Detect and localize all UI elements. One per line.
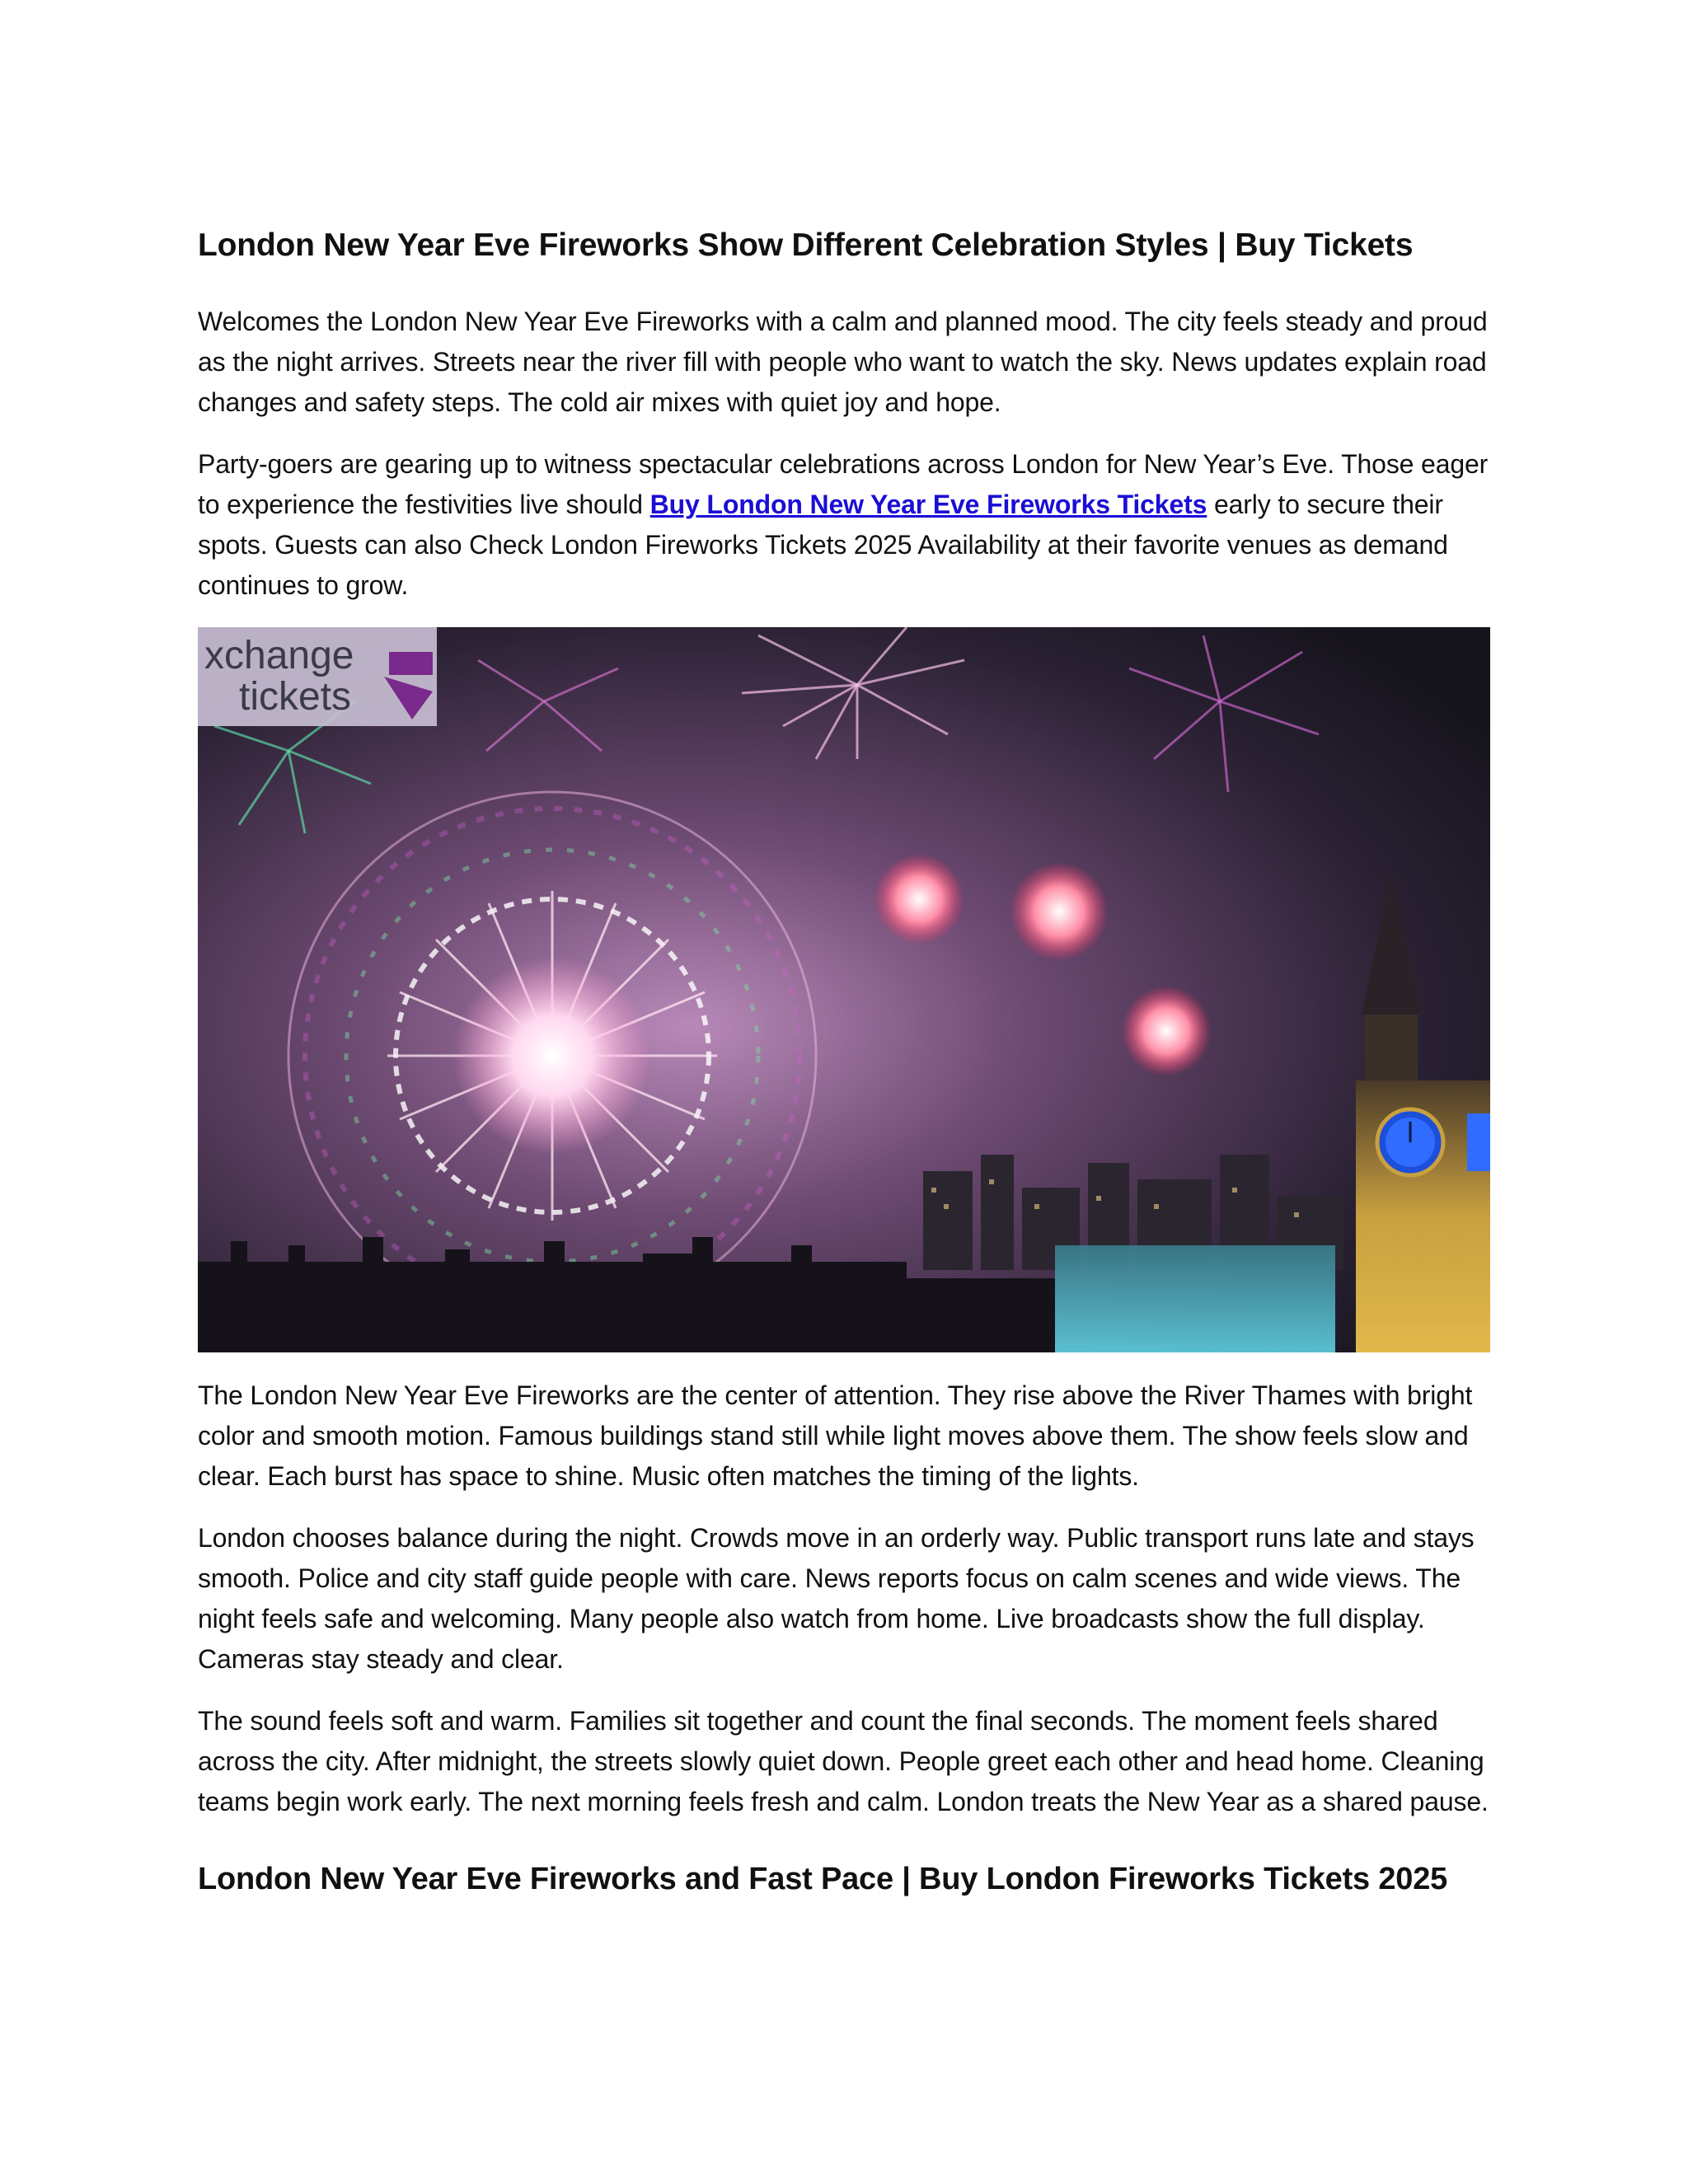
tickets-paragraph-text-after: early to secure their spots. Guests can also Check London Fireworks Tickets 2025 Availability at their favorite venues as demand continues to grow. <box>198 490 1448 600</box>
main-heading: London New Year Eve Fireworks Show Different Celebration Styles | Buy Tickets <box>198 227 1414 263</box>
buy-tickets-link[interactable]: Buy London New Year Eve Fireworks Tickets <box>649 490 1207 519</box>
fireworks-photo <box>198 627 1490 1352</box>
logo-text-tickets: tickets <box>239 675 352 719</box>
tickets-paragraph-text-before: Party-goers are gearing up to witness spectacular celebrations across London for New Year’s Eve. Those eager to experience the festivities live should <box>198 449 1489 519</box>
xchange-tickets-logo <box>198 627 437 726</box>
paragraph-sound-warm: The sound feels soft and warm. Families sit together and count the final seconds. The moment feels shared across the city. After midnight, the streets slowly quiet down. People greet each other and head home. Cleaning teams begin work early. The next morning feels fresh and calm. London treats the New Year as a shared pause. <box>198 1706 1489 1816</box>
tickets-paragraph <box>198 444 1490 606</box>
intro-paragraph: Welcomes the London New Year Eve Fireworks with a calm and planned mood. The city feels steady and proud as the night arrives. Streets near the river fill with people who want to watch the sky. News updates explain road changes and safety steps. The cold air mixes with quiet joy and hope. <box>198 307 1488 417</box>
red-burst-1 <box>874 854 964 944</box>
red-burst-2 <box>1010 862 1109 961</box>
logo-text-xchange: xchange <box>204 634 354 677</box>
red-burst-3 <box>1121 986 1212 1076</box>
paragraph-fireworks-attention: The London New Year Eve Fireworks are the center of attention. They rise above the River Thames with bright color and smooth motion. Famous buildings stand still while light moves above them. The show feels slow and clear. Each burst has space to shine. Music often matches the timing of the lights. <box>198 1380 1473 1491</box>
fireworks-illustration <box>198 627 1490 1352</box>
secondary-heading: London New Year Eve Fireworks and Fast Pace | Buy London Fireworks Tickets 2025 <box>198 1862 1448 1896</box>
document-page <box>198 223 1490 1901</box>
paragraph-london-balance: London chooses balance during the night. Crowds move in an orderly way. Public transport runs late and stays smooth. Police and city staff guide people with care. News reports focus on calm scenes and wide views. The night feels safe and welcoming. Many people also watch from home. Live broadcasts show the full display. Cameras stay steady and clear. <box>198 1523 1475 1674</box>
ticket-icon <box>389 652 433 675</box>
